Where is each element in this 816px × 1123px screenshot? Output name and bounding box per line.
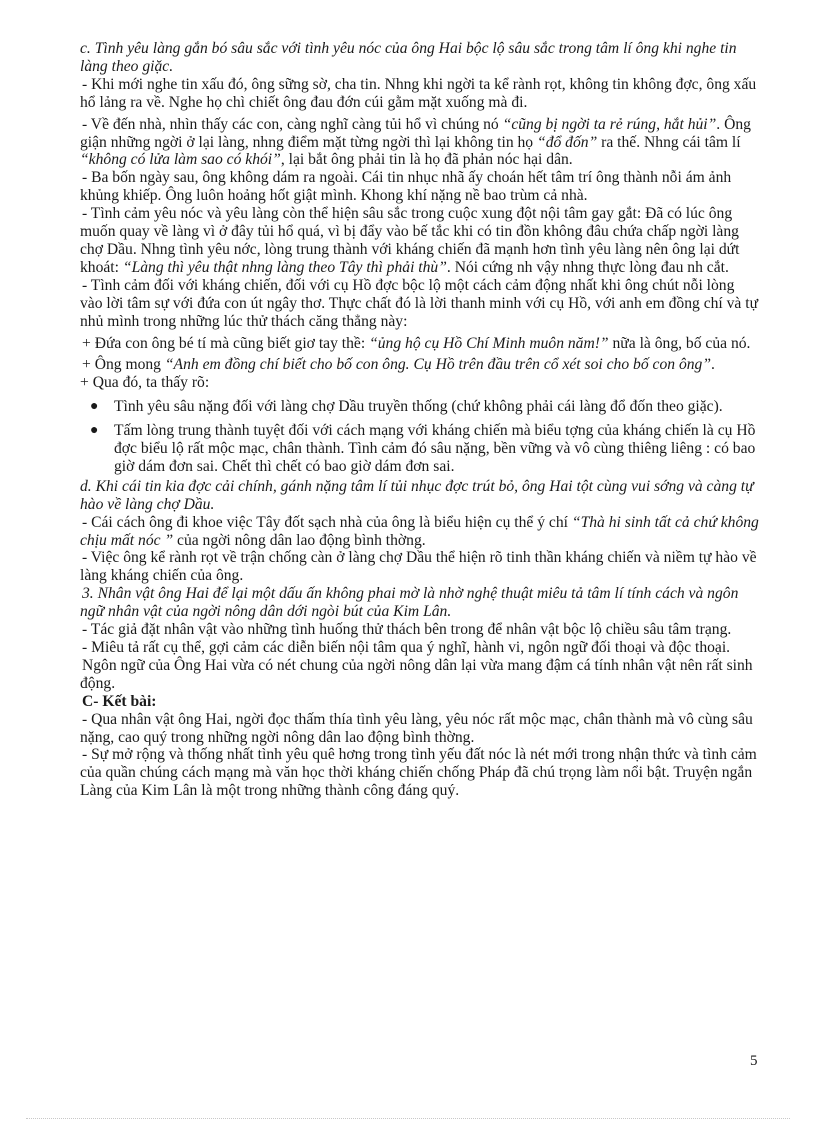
list-item-text: Tấm lòng trung thành tuyệt đối với cách mạng với kháng chiến mà biểu tợng của kháng chiến là cụ Hồ đợc biểu lộ rất mộc mạc, chân thành. Tình cảm đó sâu nặng, bền vững và vô cùng thiêng liêng : có bao giờ dám đơn sai. Chết thì chết có bao giờ dám đơn sai.: [114, 422, 756, 475]
list-item: [80, 398, 760, 416]
paragraph: + Qua đó, ta thấy rõ:: [80, 374, 210, 392]
bullet-icon: ●: [90, 423, 99, 439]
document-page: [80, 40, 760, 800]
text: - Về đến nhà, nhìn thấy các con, càng nghĩ càng tủi hổ vì chúng nó: [82, 115, 503, 133]
section-c-heading: c. Tình yêu làng gắn bó sâu sắc với tình yêu nóc của ông Hai bộc lộ sâu sắc trong tâm lí ông khi nghe tin làng theo giặc.: [80, 40, 737, 75]
text: - Tình cảm yêu nóc và yêu làng còn thể hiện sâu sắc trong cuộc xung đột nội tâm gay gắt: Đã có lúc ông muốn quay về làng vì ở đây tủi hổ quá, vì bị đẩy vào bế tắc khi có tin đồn không đâu chứa chấp ngời làng chợ Dầu. Nhng tình yêu nớc, lòng trung thành với kháng chiến đã mạnh hơn tình yêu làng nên ông lại dứt khoát:: [80, 205, 740, 276]
list-item-text: Tình yêu sâu nặng đối với làng chợ Dầu truyền thống (chứ không phải cái làng đổ đốn theo giặc).: [114, 398, 723, 416]
text: ra thế. Nhng cái tâm lí: [597, 133, 741, 151]
quote: “Thà hi sinh tất cả chứ không chịu mất nóc ”: [80, 513, 759, 549]
bullet-icon: ●: [90, 399, 99, 415]
quote: “không có lửa làm sao có khói”: [80, 151, 281, 169]
quote: “Anh em đồng chí biết cho bố con ông. Cụ Hồ trên đầu trên cổ xét soi cho bố con ông”: [164, 356, 712, 374]
paragraph: - Ba bốn ngày sau, ông không dám ra ngoài. Cái tin nhục nhã ấy choán hết tâm trí ông thành nỗi ám ảnh khủng khiếp. Ông luôn hoảng hốt giật mình. Khong khí nặng nề bao trùm cả nhà.: [80, 169, 732, 205]
quote: “đổ đốn”: [537, 133, 598, 151]
text: .: [711, 356, 715, 374]
quote: “ủng hộ cụ Hồ Chí Minh muôn năm!”: [369, 334, 609, 352]
paragraph: - Qua nhân vật ông Hai, ngời đọc thấm thía tình yêu làng, yêu nóc rất mộc mạc, chân thành mà vô cùng sâu nặng, cao quý trong những ngời nông dân lao động bình thờng.: [80, 710, 753, 746]
text: - Cái cách ông đi khoe việc Tây đốt sạch nhà của ông là biểu hiện cụ thể ý chí: [82, 513, 572, 531]
footer-divider: [26, 1118, 790, 1119]
paragraph: [80, 335, 760, 353]
conclusion-heading: C- Kết bài:: [82, 692, 157, 710]
paragraph: [80, 205, 760, 277]
list-item: [80, 422, 760, 476]
paragraph: - Sự mở rộng và thống nhất tình yêu quê hơng trong tình yếu đất nóc là nét mới trong nhận thức và tình cảm của quần chúng cách mạng mà văn học thời kháng chiến chống Pháp đã chú trọng làm nổi bật. Truyện ngắn Làng của Kim Lân là một trong những thành công đáng quý.: [80, 746, 757, 800]
paragraph: - Miêu tả rất cụ thể, gợi cảm các diễn biến nội tâm qua ý nghĩ, hành vi, ngôn ngữ đối thoại và độc thoại.: [82, 639, 731, 656]
paragraph: - Tác giả đặt nhân vật vào những tình huống thử thách bên trong để nhân vật bộc lộ chiều sâu tâm trạng.: [82, 621, 732, 639]
paragraph: - Khi mới nghe tin xấu đó, ông sững sờ, cha tin. Nhng khi ngời ta kể rành rọt, không tin không đợc, ông xấu hổ lảng ra về. Nghe họ chì chiết ông đau đớn cúi gằm mặt xuống mà đi.: [80, 75, 757, 111]
bullet-list: [80, 398, 760, 476]
page-number: 5: [750, 1053, 758, 1069]
text: nữa là ông, bố của nó.: [608, 334, 751, 352]
quote: “cũng bị ngời ta rẻ rúng, hắt hủi”: [502, 115, 717, 133]
paragraph: [80, 356, 760, 374]
paragraph: Ngôn ngữ của Ông Hai vừa có nét chung của ngời nông dân lại vừa mang đậm cá tính nhân vật nên rất sinh động.: [80, 656, 753, 692]
text: của ngời nông dân lao động bình thờng.: [173, 531, 426, 549]
text: + Đứa con ông bé tí mà cũng biết giơ tay thề:: [82, 334, 370, 352]
text: + Ông mong: [82, 356, 165, 374]
section-3-heading: 3. Nhân vật ông Hai để lại một dấu ấn không phai mờ là nhờ nghệ thuật miêu tả tâm lí tính cách và ngôn ngữ nhân vật của ngời nông dân dới ngòi bút của Kim Lân.: [80, 585, 739, 621]
paragraph: [80, 514, 760, 550]
section-d-heading: d. Khi cái tin kia đợc cải chính, gánh nặng tâm lí tủi nhục đợc trút bỏ, ông Hai tột cùng vui sớng và càng tự hào về làng chợ Dầu.: [80, 477, 754, 513]
quote: “Làng thì yêu thật nhng làng theo Tây thì phải thù”: [122, 258, 447, 276]
text: . Ông giận những ngời ở lại làng, nhng điểm mặt từng ngời thì lại không tin họ: [80, 115, 751, 151]
paragraph: [80, 116, 760, 170]
paragraph: - Tình cảm đối với kháng chiến, đối với cụ Hồ đợc bộc lộ một cách cảm động nhất khi ông chút nỗi lòng vào lời tâm sự với đứa con út ngây thơ. Thực chất đó là lời thanh minh với cụ Hồ, với anh em đồng chí và tự nhủ mình trong những lúc thử thách căng thẳng này:: [80, 276, 759, 330]
text: . Nói cứng nh vậy nhng thực lòng đau nh cắt.: [446, 258, 729, 276]
text: , lại bắt ông phải tin là họ đã phản nóc hại dân.: [280, 151, 573, 169]
paragraph: - Việc ông kể rành rọt về trận chống càn ở làng chợ Dầu thể hiện rõ tinh thần kháng chiến và niềm tự hào về làng kháng chiến của ông.: [80, 549, 757, 585]
